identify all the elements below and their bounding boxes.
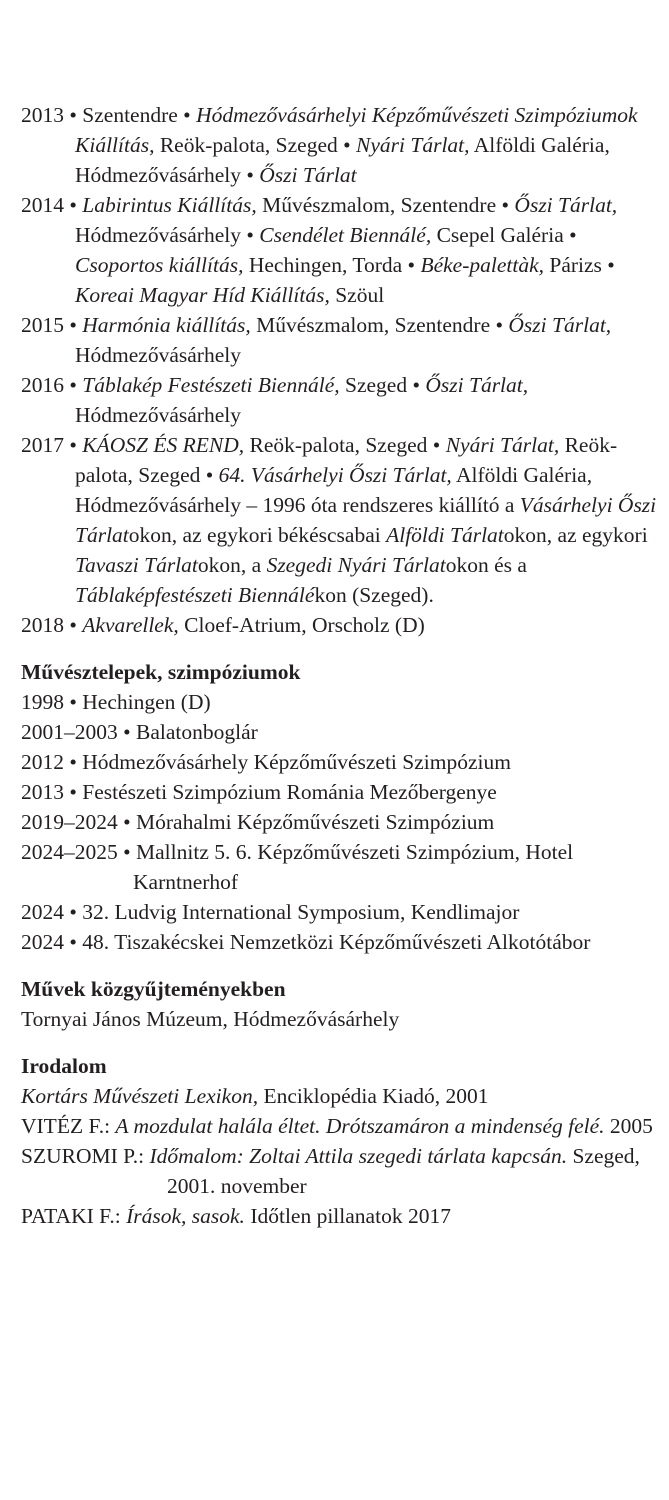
- colony-entry: [21, 777, 661, 807]
- text-segment: Hechingen, Torda •: [243, 253, 421, 277]
- italic-title: Csoportos kiállítás,: [75, 253, 244, 277]
- text-segment: Hódmezővásárhely •: [75, 223, 260, 247]
- text-segment: •: [64, 373, 83, 397]
- text-segment: Cloef-Atrium, Orscholz (D): [178, 613, 425, 637]
- italic-title: Béke-palettàk,: [420, 253, 544, 277]
- text-segment: Hódmezővásárhely: [75, 403, 241, 427]
- entry-text: • 48. Tiszakécskei Nemzetközi Képzőművészeti Alkotótábor: [64, 930, 591, 954]
- colony-entry: [21, 717, 661, 747]
- entry-year: 2001–2003: [21, 720, 118, 744]
- colonies-list: [21, 687, 661, 957]
- italic-title: Őszi Tárlat,: [514, 193, 618, 217]
- literature-entry: [21, 1081, 661, 1111]
- italic-title: 64. Vásárhelyi Őszi Tárlat,: [218, 463, 452, 487]
- italic-title: Harmónia kiállítás,: [82, 313, 251, 337]
- italic-title: Őszi Tárlat: [259, 163, 357, 187]
- literature-heading: Irodalom: [21, 1054, 107, 1078]
- italic-title: Hódmezővásárhelyi Képzőművészeti Szimpóziumok Kiállítás,: [75, 103, 638, 157]
- italic-title: Akvarellek,: [82, 613, 179, 637]
- entry-year: 2016: [21, 373, 64, 397]
- italic-title: Őszi Tárlat,: [508, 313, 612, 337]
- colony-entry: [21, 897, 661, 927]
- colony-entry: [21, 837, 661, 897]
- exhibitions-list: [21, 100, 661, 640]
- colony-entry: [21, 747, 661, 777]
- text-segment: VITÉZ F.:: [21, 1114, 116, 1138]
- text-segment: •: [64, 433, 83, 457]
- italic-title: Vásárhelyi Őszi Tárlat: [75, 493, 657, 547]
- text-segment: Reök-palota, Szeged •: [244, 433, 446, 457]
- colony-entry: [21, 927, 661, 957]
- collections-text: Tornyai János Múzeum, Hódmezővásárhely: [21, 1007, 400, 1031]
- entry-text: • 32. Ludvig International Symposium, Kendlimajor: [64, 900, 520, 924]
- document-content: [21, 100, 661, 1231]
- italic-title: A mozdulat halála éltet. Drótszamáron a mindenség felé.: [115, 1114, 605, 1138]
- text-segment: kon (Szeged).: [314, 583, 434, 607]
- entry-year: 2013: [21, 780, 64, 804]
- entry-year: 2018: [21, 613, 64, 637]
- exhibition-entry: [21, 610, 661, 640]
- exhibition-entry: [21, 100, 661, 190]
- italic-title: Táblakép Festészeti Biennálé,: [82, 373, 340, 397]
- italic-title: Írások, sasok.: [126, 1204, 245, 1228]
- colony-entry: [21, 807, 661, 837]
- entry-text: • Hódmezővásárhely Képzőművészeti Szimpózium: [64, 750, 511, 774]
- text-segment: Csepel Galéria •: [431, 223, 577, 247]
- entry-year: 2019–2024: [21, 810, 118, 834]
- text-segment: Alföldi Galéria, Hódmezővásárhely •: [75, 133, 610, 187]
- text-segment: Párizs •: [544, 253, 615, 277]
- text-segment: Reök-palota, Szeged •: [75, 433, 618, 487]
- text-segment: Reök-palota, Szeged •: [154, 133, 357, 157]
- text-segment: okon, a: [197, 553, 267, 577]
- entry-year: 2015: [21, 313, 64, 337]
- literature-entry: [21, 1141, 661, 1201]
- italic-title: Koreai Magyar Híd Kiállítás,: [75, 283, 330, 307]
- text-segment: •: [64, 193, 83, 217]
- italic-title: Labirintus Kiállítás,: [82, 193, 257, 217]
- entry-text: • Balatonboglár: [117, 720, 258, 744]
- italic-title: Szegedi Nyári Tárlat: [266, 553, 446, 577]
- literature-list: [21, 1081, 661, 1231]
- text-segment: okon, az egykori békéscsabai: [128, 523, 387, 547]
- text-segment: Alföldi Galéria, Hódmezővásárhely – 1996 óta rendszeres kiállító a: [75, 463, 593, 517]
- collections-heading: Művek közgyűjteményekben: [21, 977, 286, 1001]
- italic-title: Csendélet Biennálé,: [259, 223, 432, 247]
- exhibition-entry: [21, 370, 661, 430]
- colonies-heading: Művésztelepek, szimpóziumok: [21, 660, 301, 684]
- entry-year: 2012: [21, 750, 64, 774]
- italic-title: KÁOSZ ÉS REND,: [82, 433, 245, 457]
- entry-text: • Hechingen (D): [64, 690, 211, 714]
- italic-title: Őszi Tárlat,: [425, 373, 529, 397]
- entry-year: 2014: [21, 193, 64, 217]
- text-segment: Hódmezővásárhely: [75, 343, 241, 367]
- text-segment: • Szentendre •: [64, 103, 197, 127]
- text-segment: Enciklopédia Kiadó, 2001: [258, 1084, 489, 1108]
- colony-entry: [21, 687, 661, 717]
- text-segment: •: [64, 313, 83, 337]
- text-segment: 2005: [604, 1114, 653, 1138]
- italic-title: Időmalom: Zoltai Attila szegedi tárlata kapcsán.: [149, 1144, 568, 1168]
- entry-year: 2024: [21, 930, 64, 954]
- italic-title: Tavaszi Tárlat: [75, 553, 198, 577]
- entry-year: 2024: [21, 900, 64, 924]
- entry-year: 2013: [21, 103, 64, 127]
- italic-title: Kortárs Művészeti Lexikon,: [21, 1084, 259, 1108]
- text-segment: Szeged •: [339, 373, 426, 397]
- literature-entry: [21, 1201, 661, 1231]
- text-segment: okon és a: [445, 553, 527, 577]
- entry-text: • Festészeti Szimpózium Románia Mezőbergenye: [64, 780, 497, 804]
- text-segment: •: [64, 613, 83, 637]
- text-segment: PATAKI F.:: [21, 1204, 127, 1228]
- text-segment: Szöul: [329, 283, 385, 307]
- exhibition-entry: [21, 430, 661, 610]
- text-segment: Időtlen pillanatok 2017: [244, 1204, 451, 1228]
- entry-text: • Mórahalmi Képzőművészeti Szimpózium: [117, 810, 495, 834]
- text-segment: Szeged, 2001. november: [167, 1144, 640, 1198]
- italic-title: Táblaképfestészeti Biennálé: [75, 583, 315, 607]
- text-segment: Művészmalom, Szentendre •: [250, 313, 509, 337]
- italic-title: Alföldi Tárlat: [386, 523, 504, 547]
- italic-title: Nyári Tárlat,: [445, 433, 560, 457]
- entry-text: • Mallnitz 5. 6. Képzőművészeti Szimpózium, Hotel Karntnerhof: [117, 840, 574, 894]
- text-segment: okon, az egykori: [503, 523, 648, 547]
- entry-year: 2024–2025: [21, 840, 118, 864]
- italic-title: Nyári Tárlat,: [356, 133, 470, 157]
- text-segment: Művészmalom, Szentendre •: [256, 193, 515, 217]
- exhibition-entry: [21, 190, 661, 310]
- literature-entry: [21, 1111, 661, 1141]
- entry-year: 1998: [21, 690, 64, 714]
- exhibition-entry: [21, 310, 661, 370]
- text-segment: SZUROMI P.:: [21, 1144, 150, 1168]
- entry-year: 2017: [21, 433, 64, 457]
